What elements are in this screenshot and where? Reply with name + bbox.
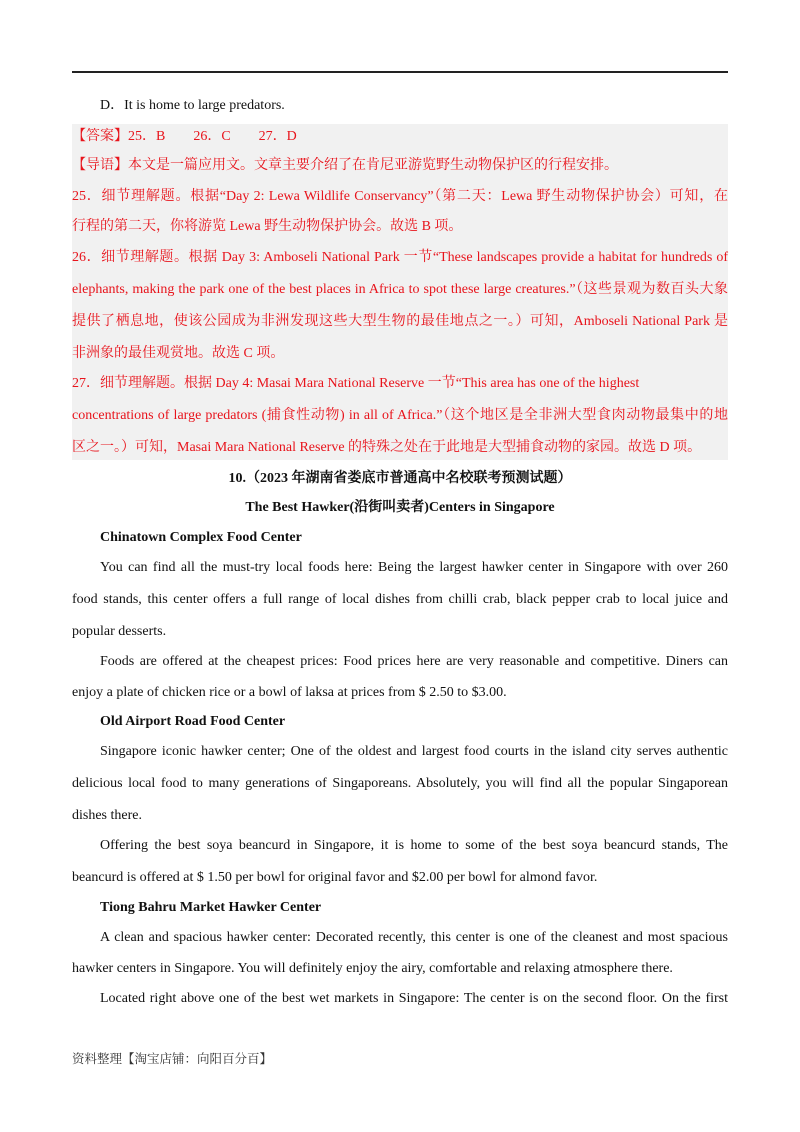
paragraph-line: Located right above one of the best wet markets in Singapore: The center is on the second floor. On the first <box>100 991 728 1006</box>
paragraph-line: Singapore iconic hawker center; One of the oldest and largest food courts in the island city serves authentic <box>100 744 728 759</box>
q25-line: 行程的第二天，你将游览 Lewa 野生动物保护协会。故选 B 项。 <box>72 219 463 234</box>
paragraph-line: You can find all the must-try local foods here: Being the largest hawker center in Singapore with over 260 <box>100 560 728 575</box>
section-heading: Chinatown Complex Food Center <box>100 530 302 545</box>
section-heading: Old Airport Road Food Center <box>100 714 286 729</box>
option-d: D．It is home to large predators. <box>100 98 285 113</box>
paragraph-line: enjoy a plate of chicken rice or a bowl of laksa at prices from $ 2.50 to $3.00. <box>72 685 507 700</box>
paragraph-line: Offering the best soya beancurd in Singapore, it is home to some of the best soya beancurd stands, The <box>100 838 728 853</box>
question-source: 10.（2023 年湖南省娄底市普通高中名校联考预测试题） <box>228 471 572 486</box>
paragraph-line: A clean and spacious hawker center: Decorated recently, this center is one of the cleanest and most spacious <box>100 930 728 945</box>
section-heading: Tiong Bahru Market Hawker Center <box>100 900 322 915</box>
q26-line: elephants, making the park one of the best places in Africa to spot these large creatures.”（这些景观为数百头大象 <box>72 282 728 297</box>
paragraph-line: dishes there. <box>72 808 142 823</box>
q26-line: 26．细节理解题。根据 Day 3: Amboseli National Park 一节“These landscapes provide a habitat for hundreds of <box>72 250 728 265</box>
paragraph-line: food stands, this center offers a full range of local dishes from chilli crab, black pepper crab to local juice and <box>72 592 728 607</box>
q27-line: 区之一。）可知，Masai Mara National Reserve 的特殊之处在于此地是大型捕食动物的家园。故选 D 项。 <box>72 440 702 455</box>
q27-line: concentrations of large predators (捕食性动物) in all of Africa.”（这个地区是全非洲大型食肉动物最集中的地 <box>72 408 728 423</box>
paragraph-line: delicious local food to many generations of Singaporeans. Absolutely, you will find all the popular Singaporean <box>72 776 728 791</box>
intro-line: 【导语】本文是一篇应用文。文章主要介绍了在肯尼亚游览野生动物保护区的行程安排。 <box>72 158 618 173</box>
q26-line: 非洲象的最佳观赏地。故选 C 项。 <box>72 346 285 361</box>
paragraph-line: popular desserts. <box>72 624 167 639</box>
passage-title: The Best Hawker(沿街叫卖者)Centers in Singapore <box>245 500 555 515</box>
paragraph-line: hawker centers in Singapore. You will definitely enjoy the airy, comfortable and relaxing atmosphere there. <box>72 961 673 976</box>
paragraph-line: beancurd is offered at $ 1.50 per bowl for original favor and $2.00 per bowl for almond favor. <box>72 870 598 885</box>
q27-line: 27．细节理解题。根据 Day 4: Masai Mara National Reserve 一节“This area has one of the highest <box>72 376 640 391</box>
header-rule <box>72 71 728 73</box>
answer-line: 【答案】25．B 26．C 27．D <box>72 129 297 144</box>
q26-line: 提供了栖息地，使该公园成为非洲发现这些大型生物的最佳地点之一。）可知，Amboseli National Park 是 <box>72 314 728 329</box>
q25-line: 25．细节理解题。根据“Day 2: Lewa Wildlife Conservancy”（第二天：Lewa 野生动物保护协会）可知，在 <box>72 189 728 204</box>
paragraph-line: Foods are offered at the cheapest prices: Food prices here are very reasonable and competitive. Diners can <box>100 654 728 669</box>
page-footer: 资料整理【淘宝店铺：向阳百分百】 <box>72 1052 273 1066</box>
